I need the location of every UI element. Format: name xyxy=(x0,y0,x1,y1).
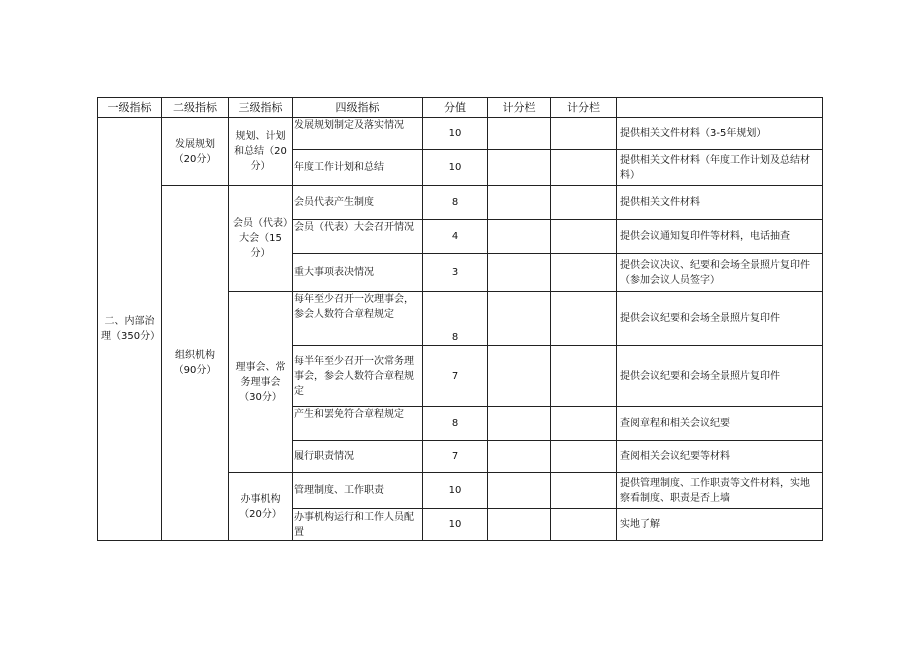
tally-cell[interactable] xyxy=(551,346,617,407)
level4-cell: 每年至少召开一次理事会，参会人数符合章程规定 xyxy=(293,292,423,346)
header-tally-1: 计分栏 xyxy=(488,98,551,118)
level3-cell: 会员（代表）大会（15分） xyxy=(229,186,293,292)
score-cell: 8 xyxy=(423,292,488,346)
tally-cell[interactable] xyxy=(551,407,617,441)
score-cell: 10 xyxy=(423,473,488,509)
header-level1: 一级指标 xyxy=(98,98,162,118)
score-cell: 7 xyxy=(423,346,488,407)
tally-cell[interactable] xyxy=(551,473,617,509)
level4-cell: 管理制度、工作职责 xyxy=(293,473,423,509)
note-cell: 提供会议通知复印件等材料，电话抽查 xyxy=(617,220,823,254)
note-cell: 提供相关文件材料（3-5年规划） xyxy=(617,118,823,150)
table-row xyxy=(98,118,823,150)
score-cell: 8 xyxy=(423,186,488,220)
tally-cell[interactable] xyxy=(551,441,617,473)
level3-cell: 规划、计划和总结（20分） xyxy=(229,118,293,186)
note-cell: 查阅章程和相关会议纪要 xyxy=(617,407,823,441)
level4-cell: 重大事项表决情况 xyxy=(293,254,423,292)
header-level3: 三级指标 xyxy=(229,98,293,118)
note-cell: 提供会议纪要和会场全景照片复印件 xyxy=(617,346,823,407)
level3-cell: 理事会、常务理事会（30分） xyxy=(229,292,293,473)
tally-cell[interactable] xyxy=(488,220,551,254)
table-row xyxy=(98,186,823,220)
score-cell: 8 xyxy=(423,407,488,441)
level4-cell: 年度工作计划和总结 xyxy=(293,150,423,186)
note-cell: 实地了解 xyxy=(617,509,823,541)
score-cell: 7 xyxy=(423,441,488,473)
score-cell: 10 xyxy=(423,118,488,150)
tally-cell[interactable] xyxy=(488,441,551,473)
header-level4: 四级指标 xyxy=(293,98,423,118)
level4-cell: 产生和罢免符合章程规定 xyxy=(293,407,423,441)
header-score: 分值 xyxy=(423,98,488,118)
header-level2: 二级指标 xyxy=(162,98,229,118)
tally-cell[interactable] xyxy=(551,292,617,346)
tally-cell[interactable] xyxy=(551,220,617,254)
level4-cell: 会员（代表）大会召开情况 xyxy=(293,220,423,254)
tally-cell[interactable] xyxy=(488,118,551,150)
level2-cell: 发展规划（20分） xyxy=(162,118,229,186)
score-cell: 3 xyxy=(423,254,488,292)
level2-cell: 组织机构（90分） xyxy=(162,186,229,541)
level3-cell: 办事机构（20分） xyxy=(229,473,293,541)
scoring-table xyxy=(97,97,823,541)
level1-cell: 二、内部治理（350分） xyxy=(98,118,162,541)
note-cell: 提供管理制度、工作职责等文件材料，实地察看制度、职责是否上墙 xyxy=(617,473,823,509)
level4-cell: 办事机构运行和工作人员配置 xyxy=(293,509,423,541)
header-tally-2: 计分栏 xyxy=(551,98,617,118)
level4-cell: 会员代表产生制度 xyxy=(293,186,423,220)
tally-cell[interactable] xyxy=(551,118,617,150)
header-row xyxy=(98,98,823,118)
tally-cell[interactable] xyxy=(488,509,551,541)
tally-cell[interactable] xyxy=(488,186,551,220)
note-cell: 提供相关文件材料（年度工作计划及总结材料） xyxy=(617,150,823,186)
tally-cell[interactable] xyxy=(488,346,551,407)
note-cell: 提供相关文件材料 xyxy=(617,186,823,220)
tally-cell[interactable] xyxy=(488,473,551,509)
level4-cell: 履行职责情况 xyxy=(293,441,423,473)
note-cell: 提供会议纪要和会场全景照片复印件 xyxy=(617,292,823,346)
tally-cell[interactable] xyxy=(488,292,551,346)
note-cell: 查阅相关会议纪要等材料 xyxy=(617,441,823,473)
tally-cell[interactable] xyxy=(551,254,617,292)
tally-cell[interactable] xyxy=(488,150,551,186)
score-cell: 10 xyxy=(423,509,488,541)
level4-cell: 每半年至少召开一次常务理事会，参会人数符合章程规定 xyxy=(293,346,423,407)
level4-cell: 发展规划制定及落实情况 xyxy=(293,118,423,150)
note-cell: 提供会议决议、纪要和会场全景照片复印件（参加会议人员签字） xyxy=(617,254,823,292)
header-notes xyxy=(617,98,823,118)
tally-cell[interactable] xyxy=(551,509,617,541)
score-cell: 10 xyxy=(423,150,488,186)
tally-cell[interactable] xyxy=(551,186,617,220)
score-cell: 4 xyxy=(423,220,488,254)
tally-cell[interactable] xyxy=(551,150,617,186)
tally-cell[interactable] xyxy=(488,407,551,441)
tally-cell[interactable] xyxy=(488,254,551,292)
